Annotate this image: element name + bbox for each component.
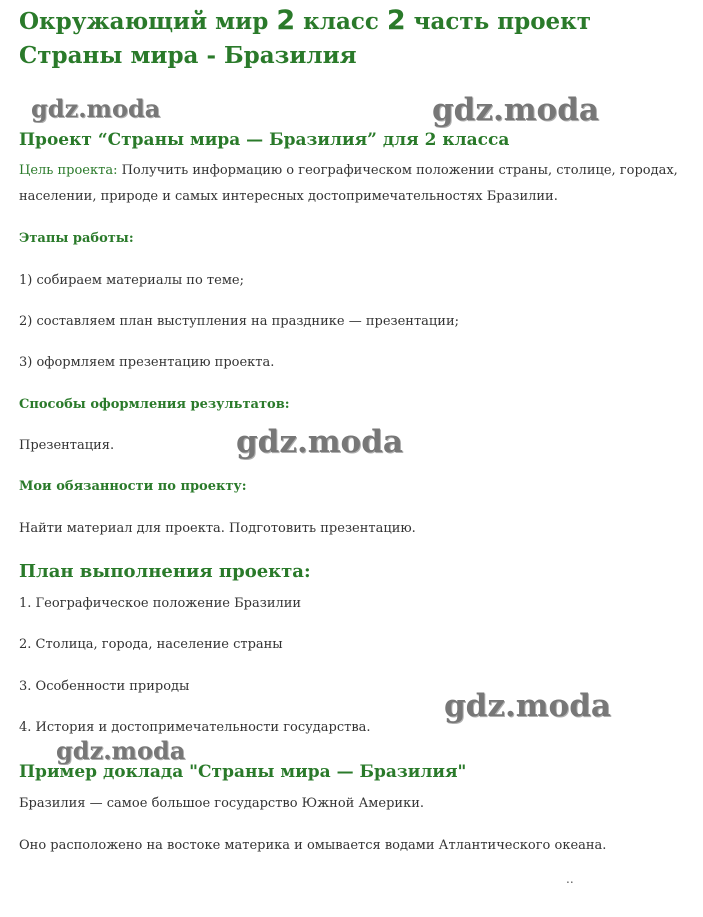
list-item: 4. История и достопримечательности государства.: [19, 720, 371, 735]
watermark: gdz.moda: [56, 736, 186, 765]
title-text-2: класс: [295, 8, 387, 35]
watermark: gdz.moda: [432, 92, 599, 128]
goal-label: Цель проекта:: [19, 163, 118, 178]
duties-label: [19, 474, 679, 500]
methods-label-text: Способы оформления результатов:: [19, 397, 290, 412]
list-item: 1) собираем материалы по теме;: [19, 273, 244, 288]
title-grade-number: 2: [276, 5, 296, 36]
watermark: gdz.moda: [236, 424, 403, 460]
report-paragraph: Оно расположено на востоке материка и омывается водами Атлантического океана.: [19, 838, 607, 853]
report-heading: Пример доклада "Страны мира — Бразилия": [19, 762, 467, 782]
project-heading: Проект “Страны мира — Бразилия” для 2 класса: [19, 130, 510, 150]
methods-label: [19, 392, 679, 418]
duties-label-text: Мои обязанности по проекту:: [19, 479, 247, 494]
watermark: gdz.moda: [444, 688, 611, 724]
plan-heading: План выполнения проекта:: [19, 561, 311, 582]
methods-text: Презентация.: [19, 438, 115, 453]
list-item: 3) оформляем презентацию проекта.: [19, 355, 275, 370]
title-text-3: часть проект Страны мира - Бразилия: [19, 8, 592, 69]
page-title: [19, 4, 689, 73]
report-paragraph: Бразилия — самое большое государство Южной Америки.: [19, 796, 425, 811]
list-item: 2) составляем план выступления на празднике — презентации;: [19, 314, 459, 329]
title-part-number: 2: [386, 5, 406, 36]
list-item: 2. Столица, города, население страны: [19, 637, 283, 652]
watermark: gdz.moda: [31, 94, 161, 123]
duties-text: Найти материал для проекта. Подготовить презентацию.: [19, 521, 416, 536]
title-text-1: Окружающий мир: [19, 8, 277, 35]
stages-label: [19, 226, 679, 252]
list-item: 3. Особенности природы: [19, 679, 190, 694]
list-item: 1. Географическое положение Бразилии: [19, 596, 302, 611]
stages-label-text: Этапы работы:: [19, 231, 134, 246]
project-goal: [19, 158, 679, 210]
trailing-mark: ..: [566, 872, 574, 886]
goal-text: Получить информацию о географическом положении страны, столице, городах, населении, природе и самых интересных достопримечательностях Бразилии.: [19, 163, 678, 204]
